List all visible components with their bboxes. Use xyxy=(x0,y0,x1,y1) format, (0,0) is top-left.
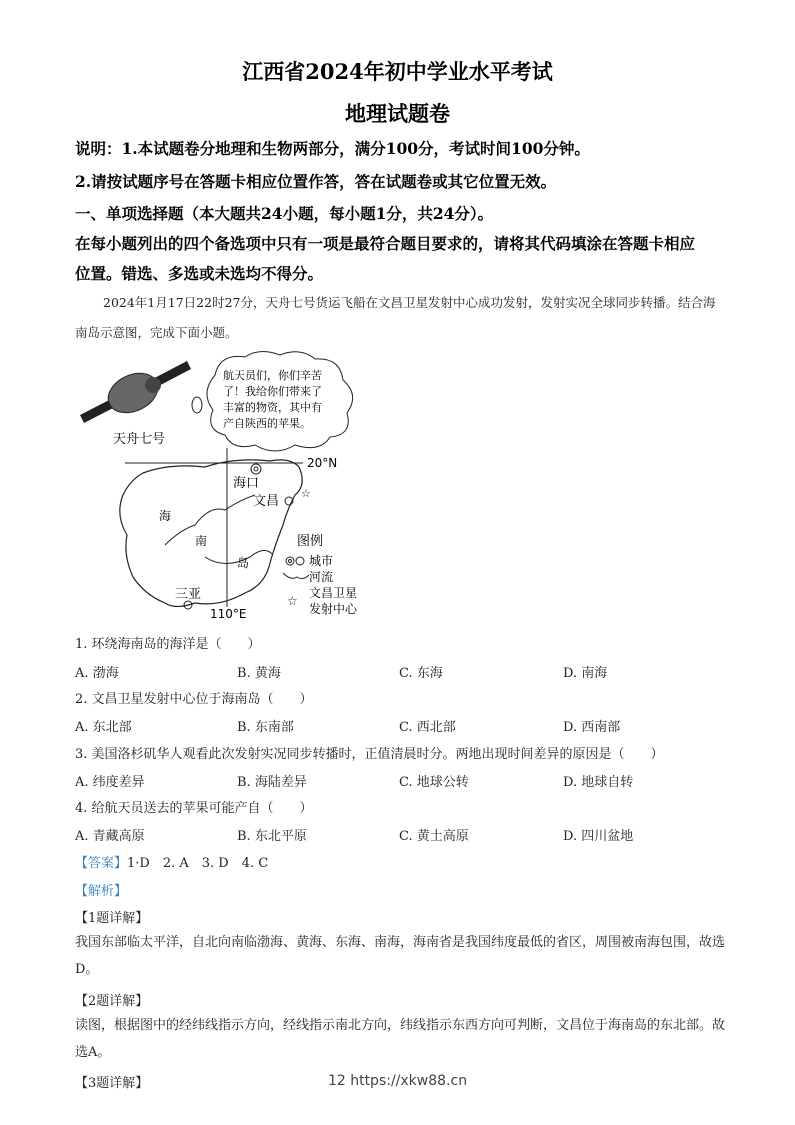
question-2-stem: 2. 文昌卫星发射中心位于海南岛（ ） xyxy=(75,692,313,707)
intro-paragraph: 2024年1月17日22时27分，天舟七号货运飞船在文昌卫星发射中心成功发射，发射实况全球同步转播。结合海南岛示意图，完成下面小题。 xyxy=(75,295,716,340)
question-4-stem: 4. 给航天员送去的苹果可能产自（ ） xyxy=(75,801,313,816)
svg-text:图例: 图例 xyxy=(297,534,324,549)
svg-text:城市: 城市 xyxy=(309,554,334,568)
q4-option-a[interactable]: A. 青藏高原 xyxy=(75,829,145,844)
q3-option-d[interactable]: D. 地球自转 xyxy=(563,775,634,790)
longitude-label: 110°E xyxy=(210,607,247,621)
q3-detail-heading: 【3题详解】 xyxy=(75,1076,149,1091)
q1-option-b[interactable]: B. 黄海 xyxy=(237,666,281,681)
svg-text:丰富的物资，其中有: 丰富的物资，其中有 xyxy=(223,401,322,414)
q2-detail-text: 读图，根据图中的经纬线指示方向，经线指示南北方向，纬线指示东西方向可判断，文昌位于海南岛的东北部。故选A。 xyxy=(75,1018,726,1060)
question-3-stem: 3. 美国洛杉矶华人观看此次发射实况同步转播时，正值清晨时分。两地出现时间差异的原因是（ ） xyxy=(75,747,664,762)
svg-text:航天员们，你们辛苦: 航天员们，你们辛苦 xyxy=(223,369,322,382)
city-wenchang: 文昌 xyxy=(253,494,280,509)
q2-option-d[interactable]: D. 西南部 xyxy=(563,720,621,735)
instruction-line-1: 说明：1.本试题卷分地理和生物两部分，满分100分，考试时间100分钟。 xyxy=(75,139,590,158)
answer-line xyxy=(75,852,268,871)
question-1-stem: 1. 环绕海南岛的海洋是（ ） xyxy=(75,637,261,652)
svg-text:河流: 河流 xyxy=(309,570,334,584)
q4-option-d[interactable]: D. 四川盆地 xyxy=(563,829,634,844)
q1-option-a[interactable]: A. 渤海 xyxy=(75,666,119,681)
rule-line-1: 在每小题列出的四个备选项中只有一项是最符合题目要求的，请将其代码填涂在答题卡相应 xyxy=(75,234,696,253)
svg-text:产自陕西的苹果。: 产自陕西的苹果。 xyxy=(223,417,311,430)
q4-option-b[interactable]: B. 东北平原 xyxy=(237,829,307,844)
speech-bubble xyxy=(192,351,353,451)
q1-detail-text: 我国东部临太平洋，自北向南临渤海、黄海、东海、南海，海南省是我国纬度最低的省区，周围被南海包围，故选D。 xyxy=(75,935,726,977)
svg-text:岛: 岛 xyxy=(237,556,250,570)
svg-text:发射中心: 发射中心 xyxy=(309,602,358,616)
city-capital-icon xyxy=(251,464,261,474)
latitude-label: 20°N xyxy=(307,456,338,470)
svg-text:了！我给你们带来了: 了！我给你们带来了 xyxy=(223,385,322,398)
exam-title: 江西省2024年初中学业水平考试 xyxy=(242,59,553,84)
q4-option-c[interactable]: C. 黄土高原 xyxy=(399,829,469,844)
q3-option-a[interactable]: A. 纬度差异 xyxy=(75,775,145,790)
analysis-label: 【解析】 xyxy=(75,884,128,899)
instruction-line-2: 2.请按试题序号在答题卡相应位置作答，答在试题卷或其它位置无效。 xyxy=(75,172,557,191)
page-footer: 12 https://xkw88.cn xyxy=(327,1073,468,1089)
section-heading: 一、单项选择题（本大题共24小题，每小题1分，共24分）。 xyxy=(75,204,494,223)
q2-detail-heading: 【2题详解】 xyxy=(75,994,149,1009)
hainan-island-outline xyxy=(120,460,302,607)
answer-value: 1·D 2. A 3. D 4. C xyxy=(127,856,269,871)
exam-subtitle: 地理试题卷 xyxy=(345,101,450,126)
river-legend-icon xyxy=(283,573,309,579)
spacecraft-icon xyxy=(80,361,191,423)
answer-label: 【答案】 xyxy=(75,856,128,871)
rule-line-2: 位置。错选、多选或未选均不得分。 xyxy=(75,264,324,283)
q1-option-c[interactable]: C. 东海 xyxy=(399,666,443,681)
city-haikou: 海口 xyxy=(233,476,260,491)
q1-option-d[interactable]: D. 南海 xyxy=(563,666,608,681)
spacecraft-label: 天舟七号 xyxy=(113,432,166,447)
hainan-figure xyxy=(75,345,375,625)
city-sanya: 三亚 xyxy=(175,587,202,602)
q3-option-b[interactable]: B. 海陆差异 xyxy=(237,775,307,790)
svg-text:文昌卫星: 文昌卫星 xyxy=(309,586,358,600)
q3-option-c[interactable]: C. 地球公转 xyxy=(399,775,469,790)
svg-text:南: 南 xyxy=(195,534,208,548)
q2-option-c[interactable]: C. 西北部 xyxy=(399,720,456,735)
q1-detail-heading: 【1题详解】 xyxy=(75,911,149,926)
svg-text:海: 海 xyxy=(159,509,172,523)
launch-center-star-icon: ☆ xyxy=(301,487,311,500)
map-legend xyxy=(283,534,358,616)
river xyxy=(165,495,255,545)
q2-option-a[interactable]: A. 东北部 xyxy=(75,720,132,735)
q2-option-b[interactable]: B. 东南部 xyxy=(237,720,294,735)
star-legend-icon: ☆ xyxy=(287,594,298,608)
